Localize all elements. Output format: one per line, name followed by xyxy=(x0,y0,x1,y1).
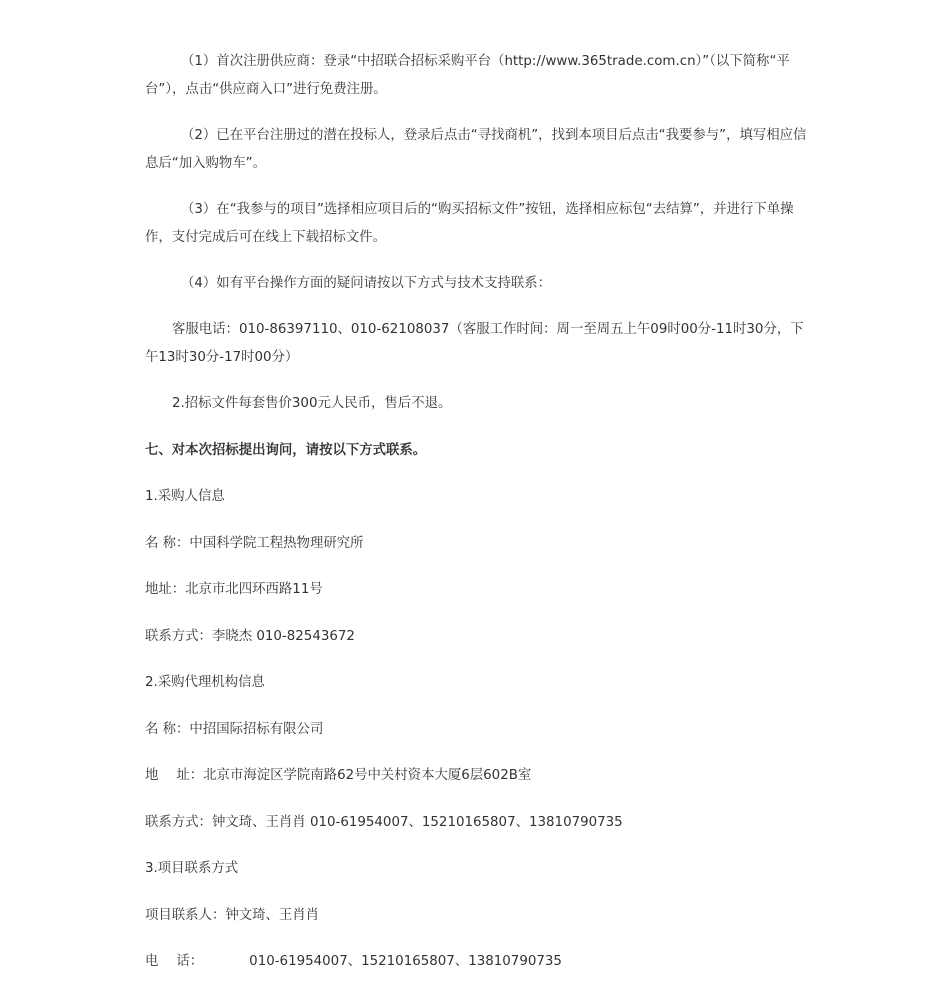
paragraph-purchase-docs: （3）在“我参与的项目”选择相应项目后的“购买招标文件”按钮，选择相应标包“去结算”，并进行下单操作，支付完成后可在线上下载招标文件。 xyxy=(145,202,794,245)
agency-address-label: 地 xyxy=(145,768,159,783)
paragraph-register: （1）首次注册供应商：登录“中招联合招标采购平台（http://www.365trade.com.cn）”（以下简称“平台”），点击“供应商入口”进行免费注册。 xyxy=(145,54,790,97)
project-phone-label: 电 xyxy=(145,954,159,969)
project-phone-label-2: 话： xyxy=(176,954,204,969)
agency-address-value: 址：北京市海淀区学院南路62号中关村资本大厦6层602B室 xyxy=(176,768,532,783)
agency-contact: 联系方式：钟文琦、王肖肖 010-61954007、15210165807、13810790735 xyxy=(145,814,623,830)
purchaser-address: 地址：北京市北四环西路11号 xyxy=(145,582,323,597)
document-body xyxy=(145,48,817,976)
section-heading: 七、对本次招标提出询问，请按以下方式联系。 xyxy=(145,442,427,458)
paragraph-service-phone: 客服电话：010-86397110、010-62108037（客服工作时间：周一至周五上午09时00分-11时30分，下午13时30分-17时00分） xyxy=(145,322,804,365)
paragraph-add-to-cart: （2）已在平台注册过的潜在投标人，登录后点击“寻找商机”，找到本项目后点击“我要参与”，填写相应信息后“加入购物车”。 xyxy=(145,128,807,171)
agency-address xyxy=(145,762,817,790)
purchaser-name: 名 称：中国科学院工程热物理研究所 xyxy=(145,535,364,551)
purchaser-contact: 联系方式：李晓杰 010-82543672 xyxy=(145,628,355,644)
purchaser-title: 1.采购人信息 xyxy=(145,489,225,504)
project-title: 3.项目联系方式 xyxy=(145,861,239,876)
project-phone-value: 010-61954007、15210165807、13810790735 xyxy=(249,954,562,969)
agency-name: 名 称：中招国际招标有限公司 xyxy=(145,721,324,737)
paragraph-support: （4）如有平台操作方面的疑问请按以下方式与技术支持联系： xyxy=(181,276,552,291)
paragraph-price: 2.招标文件每套售价300元人民币，售后不退。 xyxy=(172,396,452,411)
project-contact-person: 项目联系人：钟文琦、王肖肖 xyxy=(145,907,320,923)
agency-title: 2.采购代理机构信息 xyxy=(145,675,265,690)
project-phone xyxy=(145,948,817,976)
